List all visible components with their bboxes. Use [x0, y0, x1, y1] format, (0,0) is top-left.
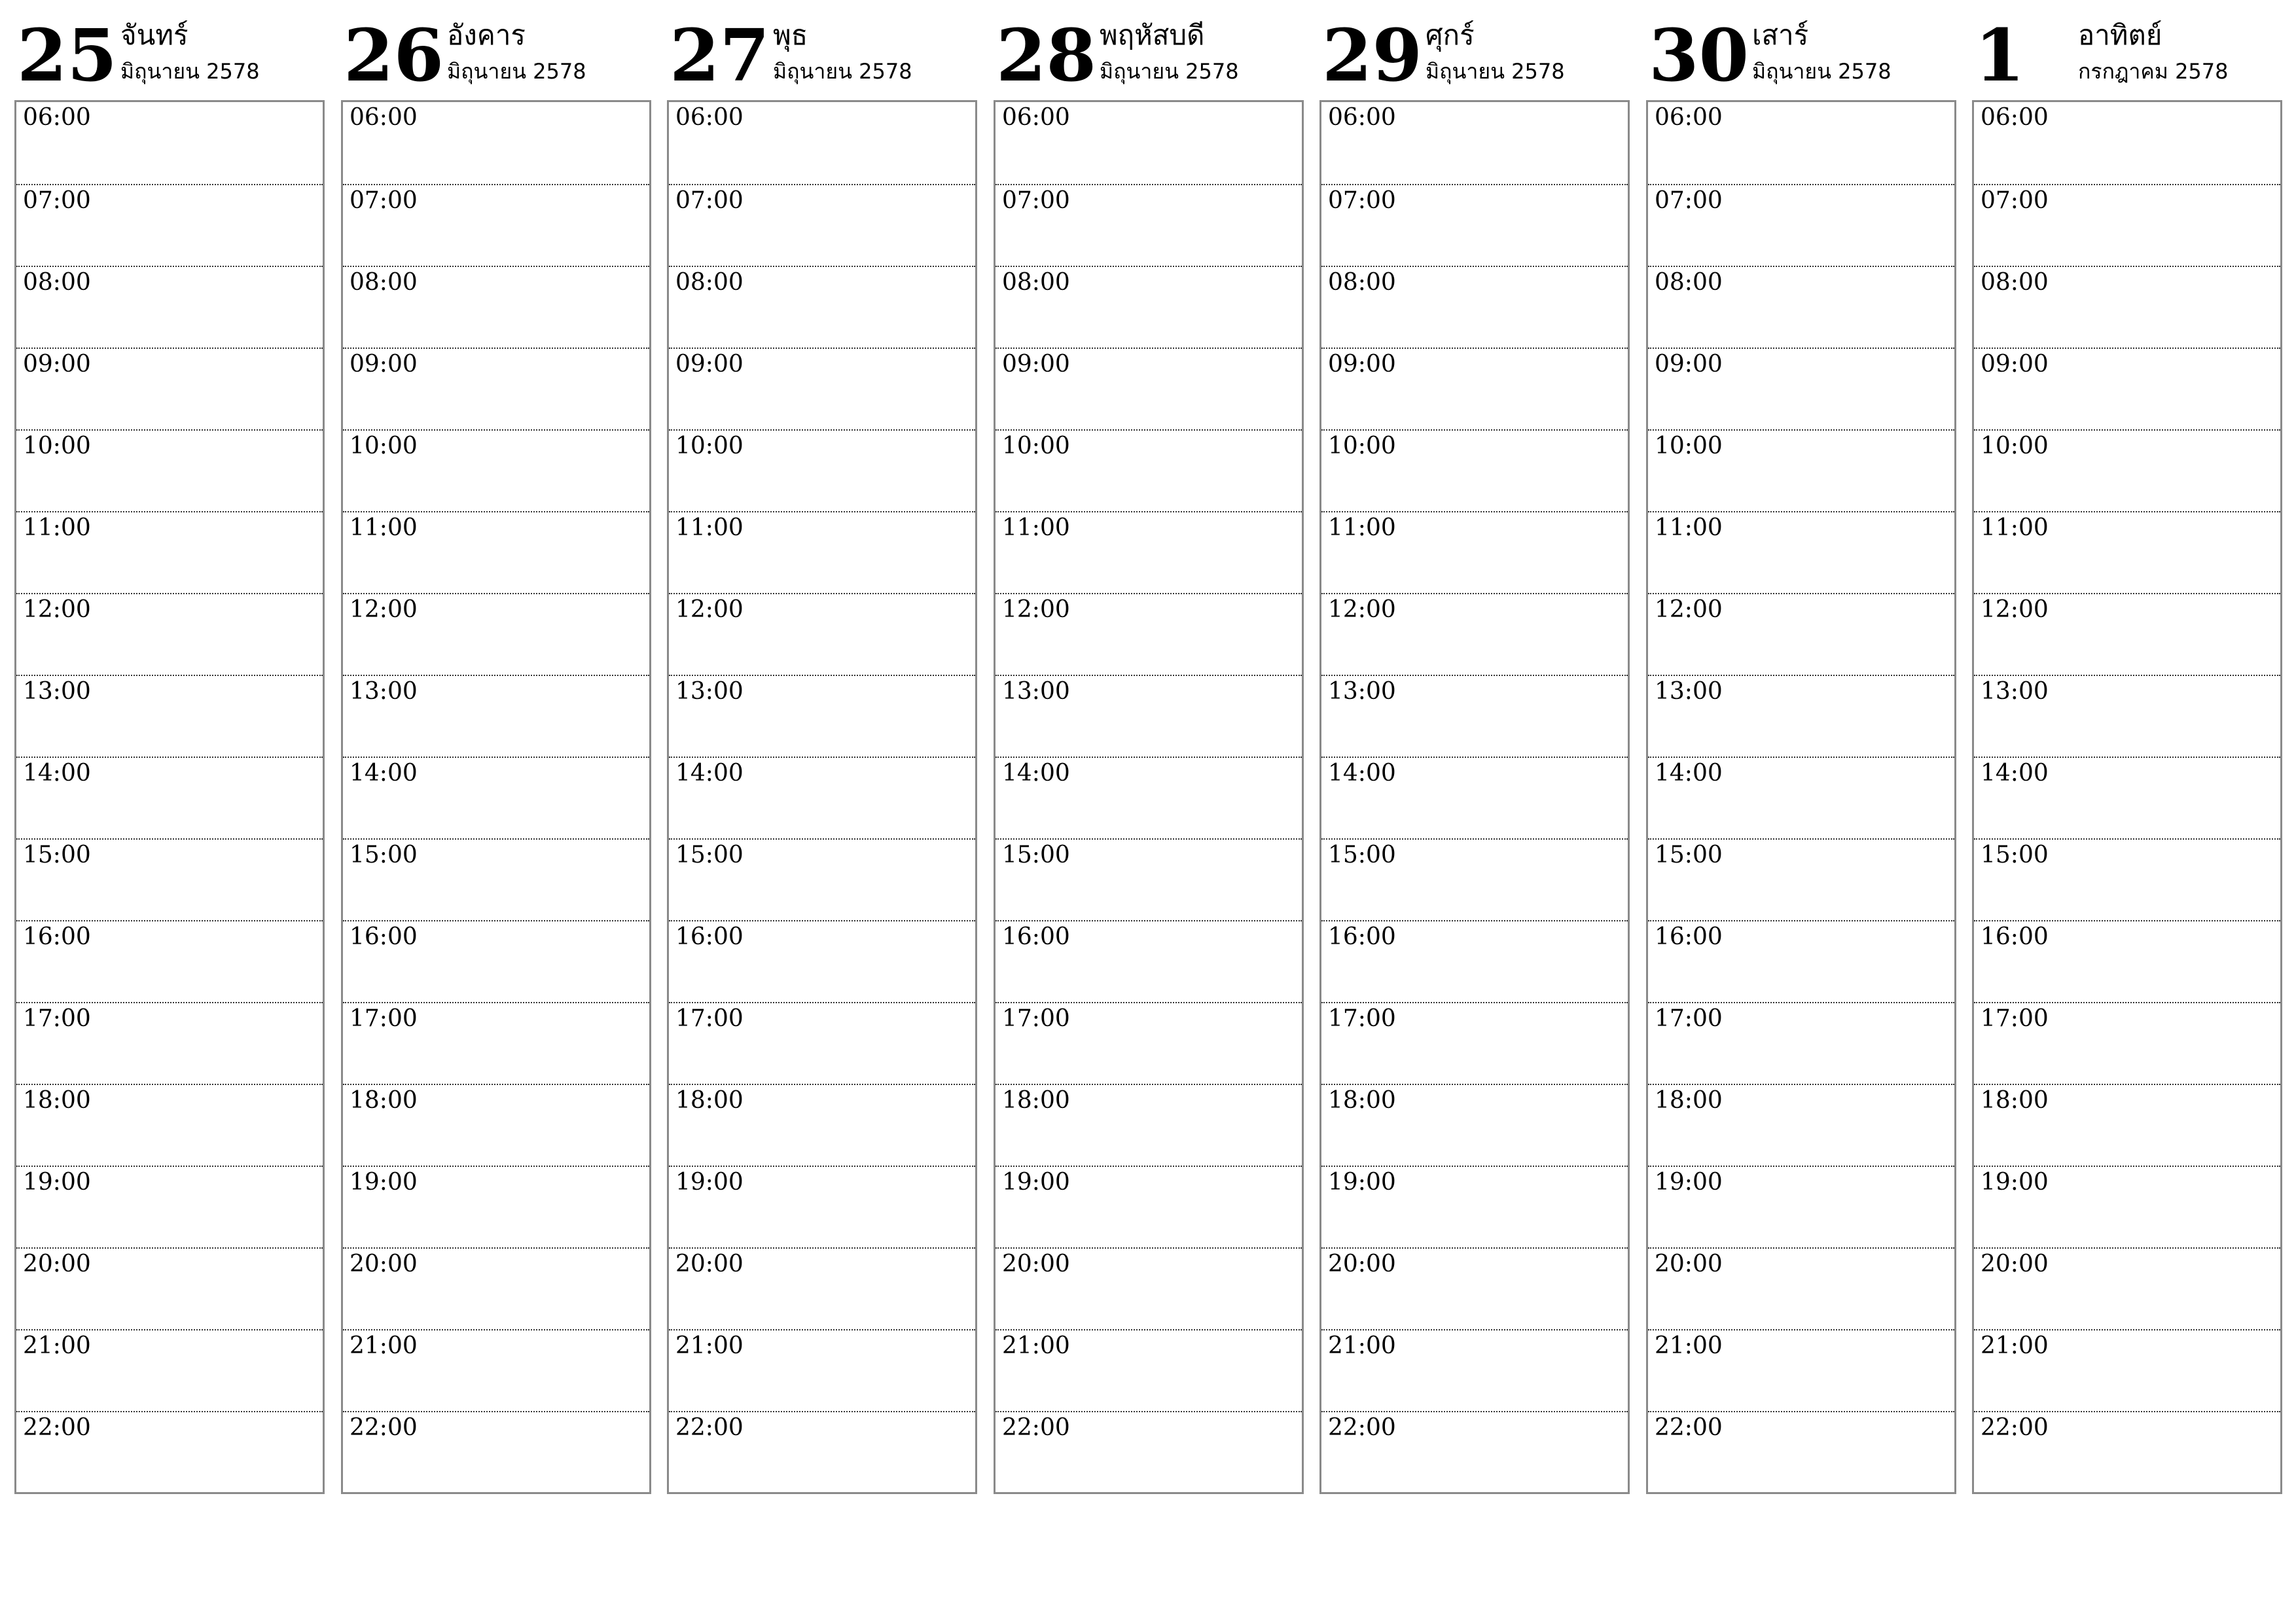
time-slot-label: 16:00 — [1981, 923, 2049, 950]
time-slot — [669, 1084, 975, 1166]
time-slot-label: 11:00 — [1328, 514, 1396, 541]
time-slot-label: 08:00 — [1002, 269, 1070, 296]
time-slot — [343, 1411, 649, 1493]
time-slot — [996, 757, 1302, 838]
time-slot-label: 17:00 — [1981, 1005, 2049, 1032]
time-slot-label: 16:00 — [1002, 923, 1070, 950]
time-slot-label: 20:00 — [350, 1251, 418, 1277]
time-slot — [1974, 511, 2280, 593]
time-slot-label: 21:00 — [23, 1332, 91, 1359]
time-slot — [1974, 102, 2280, 184]
time-slot — [16, 1166, 323, 1247]
time-slot-label: 12:00 — [1655, 596, 1723, 623]
day-number: 30 — [1649, 13, 1749, 98]
time-slot-label: 22:00 — [1981, 1414, 2049, 1441]
time-slot-label: 08:00 — [350, 269, 418, 296]
time-slot — [16, 102, 323, 184]
day-header — [1972, 0, 2285, 98]
time-slot — [1974, 1247, 2280, 1329]
day-schedule-box — [994, 100, 1304, 1494]
time-slot-label: 21:00 — [1981, 1332, 2049, 1359]
time-slot-label: 13:00 — [23, 678, 91, 705]
time-slot-label: 07:00 — [23, 187, 91, 214]
time-slot — [343, 675, 649, 757]
time-slot-label: 22:00 — [23, 1414, 91, 1441]
time-slot — [16, 429, 323, 511]
time-slot-label: 13:00 — [350, 678, 418, 705]
time-slot-label: 15:00 — [1328, 842, 1396, 868]
time-slot-label: 22:00 — [1655, 1414, 1723, 1441]
time-slot-label: 09:00 — [23, 351, 91, 378]
time-slot — [1648, 838, 1954, 920]
time-slot — [16, 757, 323, 838]
time-slot-label: 17:00 — [350, 1005, 418, 1032]
time-slot-label: 14:00 — [1655, 760, 1723, 787]
time-slot-label: 18:00 — [1655, 1087, 1723, 1114]
time-slot-label: 12:00 — [23, 596, 91, 623]
time-slot-label: 20:00 — [1981, 1251, 2049, 1277]
time-slot-label: 19:00 — [1002, 1169, 1070, 1196]
time-slot-label: 10:00 — [350, 433, 418, 459]
time-slot — [669, 348, 975, 429]
time-slot — [1648, 757, 1954, 838]
time-slot-label: 12:00 — [1002, 596, 1070, 623]
time-slot — [669, 102, 975, 184]
time-slot — [1648, 675, 1954, 757]
time-slot — [343, 920, 649, 1002]
time-slot — [1321, 1002, 1628, 1084]
time-slot-label: 10:00 — [675, 433, 744, 459]
time-slot — [343, 511, 649, 593]
time-slot — [343, 1166, 649, 1247]
time-slot — [1321, 1084, 1628, 1166]
time-slot — [1321, 102, 1628, 184]
time-slot — [669, 429, 975, 511]
time-slot — [669, 1329, 975, 1411]
time-slot-label: 12:00 — [1328, 596, 1396, 623]
time-slot — [996, 1411, 1302, 1493]
weekday-name: อังคาร — [447, 19, 526, 51]
time-slot — [1321, 920, 1628, 1002]
month-year: มิถุนายน 2578 — [1752, 59, 1892, 84]
time-slot — [1974, 1411, 2280, 1493]
time-slot-label: 17:00 — [1328, 1005, 1396, 1032]
time-slot — [16, 1411, 323, 1493]
weekday-name: เสาร์ — [1752, 19, 1809, 51]
time-slot — [669, 1247, 975, 1329]
time-slot — [996, 1084, 1302, 1166]
time-slot — [1974, 1002, 2280, 1084]
time-slot-label: 19:00 — [1655, 1169, 1723, 1196]
time-slot-label: 06:00 — [675, 104, 744, 131]
time-slot — [996, 511, 1302, 593]
time-slot-label: 22:00 — [675, 1414, 744, 1441]
time-slot — [1648, 429, 1954, 511]
time-slot-label: 06:00 — [23, 104, 91, 131]
time-slot-label: 21:00 — [1655, 1332, 1723, 1359]
time-slot-label: 18:00 — [675, 1087, 744, 1114]
time-slot-label: 20:00 — [675, 1251, 744, 1277]
time-slot — [669, 920, 975, 1002]
time-slot-label: 19:00 — [1328, 1169, 1396, 1196]
time-slot-label: 08:00 — [1328, 269, 1396, 296]
time-slot-label: 07:00 — [1981, 187, 2049, 214]
day-number: 27 — [670, 13, 770, 98]
time-slot-label: 13:00 — [1002, 678, 1070, 705]
time-slot — [343, 1247, 649, 1329]
time-slot-label: 19:00 — [23, 1169, 91, 1196]
time-slot-label: 19:00 — [1981, 1169, 2049, 1196]
time-slot-label: 19:00 — [350, 1169, 418, 1196]
weekday-name: พฤหัสบดี — [1100, 19, 1205, 51]
time-slot-label: 11:00 — [1655, 514, 1723, 541]
day-header — [994, 0, 1306, 98]
time-slot-label: 06:00 — [1981, 104, 2049, 131]
time-slot — [1321, 675, 1628, 757]
time-slot-label: 09:00 — [1002, 351, 1070, 378]
time-slot — [669, 511, 975, 593]
time-slot-label: 06:00 — [350, 104, 418, 131]
time-slot-label: 15:00 — [1655, 842, 1723, 868]
weekday-name: พุธ — [773, 19, 808, 51]
time-slot — [343, 1002, 649, 1084]
time-slot — [996, 348, 1302, 429]
time-slot-label: 15:00 — [1981, 842, 2049, 868]
time-slot — [16, 920, 323, 1002]
time-slot — [996, 184, 1302, 266]
time-slot — [996, 675, 1302, 757]
time-slot-label: 13:00 — [1328, 678, 1396, 705]
time-slot — [1321, 1166, 1628, 1247]
day-number: 26 — [344, 13, 444, 98]
time-slot — [1974, 838, 2280, 920]
time-slot-label: 17:00 — [1655, 1005, 1723, 1032]
time-slot-label: 21:00 — [675, 1332, 744, 1359]
time-slot — [996, 838, 1302, 920]
day-schedule-box — [667, 100, 977, 1494]
weekday-name: ศุกร์ — [1426, 19, 1475, 51]
time-slot — [1974, 757, 2280, 838]
time-slot-label: 15:00 — [675, 842, 744, 868]
time-slot-label: 14:00 — [23, 760, 91, 787]
time-slot — [1974, 920, 2280, 1002]
day-header — [667, 0, 980, 98]
time-slot — [1648, 1247, 1954, 1329]
time-slot-label: 14:00 — [1981, 760, 2049, 787]
time-slot-label: 22:00 — [350, 1414, 418, 1441]
time-slot-label: 09:00 — [1655, 351, 1723, 378]
time-slot — [996, 593, 1302, 675]
time-slot — [16, 348, 323, 429]
time-slot — [996, 1247, 1302, 1329]
time-slot — [996, 1166, 1302, 1247]
time-slot — [1648, 511, 1954, 593]
time-slot — [1974, 429, 2280, 511]
time-slot — [669, 184, 975, 266]
time-slot-label: 07:00 — [1002, 187, 1070, 214]
time-slot — [343, 429, 649, 511]
time-slot — [996, 266, 1302, 348]
time-slot-label: 14:00 — [350, 760, 418, 787]
time-slot — [669, 757, 975, 838]
time-slot — [1974, 184, 2280, 266]
time-slot-label: 21:00 — [1002, 1332, 1070, 1359]
time-slot — [669, 1166, 975, 1247]
time-slot-label: 16:00 — [350, 923, 418, 950]
time-slot — [1321, 593, 1628, 675]
time-slot — [1321, 1329, 1628, 1411]
time-slot-label: 18:00 — [23, 1087, 91, 1114]
time-slot — [996, 1002, 1302, 1084]
time-slot — [1648, 1329, 1954, 1411]
day-number: 1 — [1975, 13, 2025, 98]
time-slot-label: 09:00 — [1328, 351, 1396, 378]
time-slot-label: 18:00 — [1981, 1087, 2049, 1114]
time-slot — [1321, 1411, 1628, 1493]
month-year: มิถุนายน 2578 — [1426, 59, 1565, 84]
time-slot — [669, 1002, 975, 1084]
time-slot — [1648, 102, 1954, 184]
time-slot-label: 12:00 — [675, 596, 744, 623]
time-slot-label: 13:00 — [1981, 678, 2049, 705]
day-schedule-box — [1646, 100, 1956, 1494]
time-slot-label: 06:00 — [1002, 104, 1070, 131]
time-slot — [16, 184, 323, 266]
time-slot — [16, 593, 323, 675]
time-slot — [343, 757, 649, 838]
time-slot — [669, 593, 975, 675]
time-slot — [669, 266, 975, 348]
time-slot-label: 17:00 — [1002, 1005, 1070, 1032]
time-slot — [343, 266, 649, 348]
time-slot-label: 07:00 — [1655, 187, 1723, 214]
time-slot — [1648, 348, 1954, 429]
time-slot-label: 10:00 — [1981, 433, 2049, 459]
time-slot — [16, 675, 323, 757]
time-slot-label: 16:00 — [1328, 923, 1396, 950]
time-slot — [669, 675, 975, 757]
time-slot-label: 07:00 — [350, 187, 418, 214]
time-slot-label: 08:00 — [675, 269, 744, 296]
time-slot-label: 18:00 — [350, 1087, 418, 1114]
time-slot — [343, 1329, 649, 1411]
weekday-name: จันทร์ — [120, 19, 188, 51]
time-slot-label: 17:00 — [675, 1005, 744, 1032]
time-slot — [996, 1329, 1302, 1411]
time-slot-label: 22:00 — [1328, 1414, 1396, 1441]
time-slot — [1974, 348, 2280, 429]
time-slot — [1321, 511, 1628, 593]
weekday-name: อาทิตย์ — [2078, 19, 2162, 51]
time-slot-label: 21:00 — [1328, 1332, 1396, 1359]
time-slot — [1648, 266, 1954, 348]
day-header — [14, 0, 327, 98]
time-slot — [343, 102, 649, 184]
day-header — [341, 0, 654, 98]
time-slot-label: 12:00 — [1981, 596, 2049, 623]
time-slot — [343, 184, 649, 266]
time-slot-label: 20:00 — [1655, 1251, 1723, 1277]
time-slot — [16, 838, 323, 920]
time-slot-label: 18:00 — [1328, 1087, 1396, 1114]
time-slot-label: 14:00 — [1002, 760, 1070, 787]
time-slot-label: 15:00 — [350, 842, 418, 868]
time-slot — [1321, 184, 1628, 266]
month-year: มิถุนายน 2578 — [447, 59, 586, 84]
time-slot-label: 20:00 — [23, 1251, 91, 1277]
time-slot — [1321, 757, 1628, 838]
time-slot-label: 08:00 — [1655, 269, 1723, 296]
time-slot-label: 20:00 — [1002, 1251, 1070, 1277]
time-slot-label: 06:00 — [1655, 104, 1723, 131]
time-slot-label: 13:00 — [1655, 678, 1723, 705]
time-slot — [1648, 184, 1954, 266]
time-slot-label: 13:00 — [675, 678, 744, 705]
time-slot — [343, 348, 649, 429]
time-slot-label: 16:00 — [23, 923, 91, 950]
time-slot — [1648, 593, 1954, 675]
day-schedule-box — [14, 100, 325, 1494]
time-slot-label: 20:00 — [1328, 1251, 1396, 1277]
day-schedule-box — [1972, 100, 2282, 1494]
time-slot-label: 11:00 — [1981, 514, 2049, 541]
day-header — [1646, 0, 1959, 98]
time-slot-label: 16:00 — [675, 923, 744, 950]
time-slot — [1321, 429, 1628, 511]
month-year: มิถุนายน 2578 — [773, 59, 912, 84]
time-slot — [1974, 675, 2280, 757]
time-slot — [1648, 1084, 1954, 1166]
month-year: กรกฎาคม 2578 — [2078, 59, 2229, 84]
time-slot-label: 09:00 — [1981, 351, 2049, 378]
time-slot-label: 14:00 — [1328, 760, 1396, 787]
time-slot — [1321, 1247, 1628, 1329]
time-slot-label: 11:00 — [23, 514, 91, 541]
time-slot — [16, 1002, 323, 1084]
time-slot-label: 10:00 — [1002, 433, 1070, 459]
time-slot-label: 10:00 — [1655, 433, 1723, 459]
day-schedule-box — [341, 100, 651, 1494]
time-slot — [1321, 266, 1628, 348]
time-slot-label: 10:00 — [23, 433, 91, 459]
time-slot-label: 12:00 — [350, 596, 418, 623]
time-slot — [343, 1084, 649, 1166]
time-slot-label: 19:00 — [675, 1169, 744, 1196]
time-slot-label: 11:00 — [1002, 514, 1070, 541]
time-slot-label: 22:00 — [1002, 1414, 1070, 1441]
time-slot — [669, 1411, 975, 1493]
time-slot — [16, 1329, 323, 1411]
time-slot — [669, 838, 975, 920]
time-slot — [16, 1084, 323, 1166]
time-slot-label: 11:00 — [675, 514, 744, 541]
time-slot — [1974, 593, 2280, 675]
time-slot — [343, 838, 649, 920]
month-year: มิถุนายน 2578 — [1100, 59, 1239, 84]
time-slot-label: 10:00 — [1328, 433, 1396, 459]
time-slot — [996, 102, 1302, 184]
time-slot — [1974, 1329, 2280, 1411]
time-slot-label: 08:00 — [1981, 269, 2049, 296]
time-slot-label: 17:00 — [23, 1005, 91, 1032]
time-slot — [16, 1247, 323, 1329]
time-slot — [1648, 920, 1954, 1002]
time-slot — [1974, 1166, 2280, 1247]
time-slot — [1648, 1166, 1954, 1247]
time-slot — [996, 920, 1302, 1002]
time-slot — [996, 429, 1302, 511]
time-slot — [1974, 1084, 2280, 1166]
time-slot-label: 16:00 — [1655, 923, 1723, 950]
day-number: 25 — [17, 13, 118, 98]
day-number: 29 — [1322, 13, 1423, 98]
time-slot-label: 18:00 — [1002, 1087, 1070, 1114]
time-slot — [16, 511, 323, 593]
time-slot — [343, 593, 649, 675]
time-slot-label: 15:00 — [23, 842, 91, 868]
time-slot — [1974, 266, 2280, 348]
time-slot-label: 14:00 — [675, 760, 744, 787]
day-number: 28 — [996, 13, 1097, 98]
time-slot-label: 11:00 — [350, 514, 418, 541]
day-schedule-box — [1319, 100, 1630, 1494]
time-slot — [1321, 838, 1628, 920]
time-slot — [1648, 1411, 1954, 1493]
time-slot — [1321, 348, 1628, 429]
month-year: มิถุนายน 2578 — [120, 59, 260, 84]
time-slot-label: 06:00 — [1328, 104, 1396, 131]
time-slot-label: 07:00 — [675, 187, 744, 214]
day-header — [1319, 0, 1632, 98]
time-slot-label: 08:00 — [23, 269, 91, 296]
time-slot-label: 07:00 — [1328, 187, 1396, 214]
time-slot-label: 21:00 — [350, 1332, 418, 1359]
time-slot-label: 15:00 — [1002, 842, 1070, 868]
time-slot — [16, 266, 323, 348]
time-slot-label: 09:00 — [675, 351, 744, 378]
time-slot — [1648, 1002, 1954, 1084]
time-slot-label: 09:00 — [350, 351, 418, 378]
